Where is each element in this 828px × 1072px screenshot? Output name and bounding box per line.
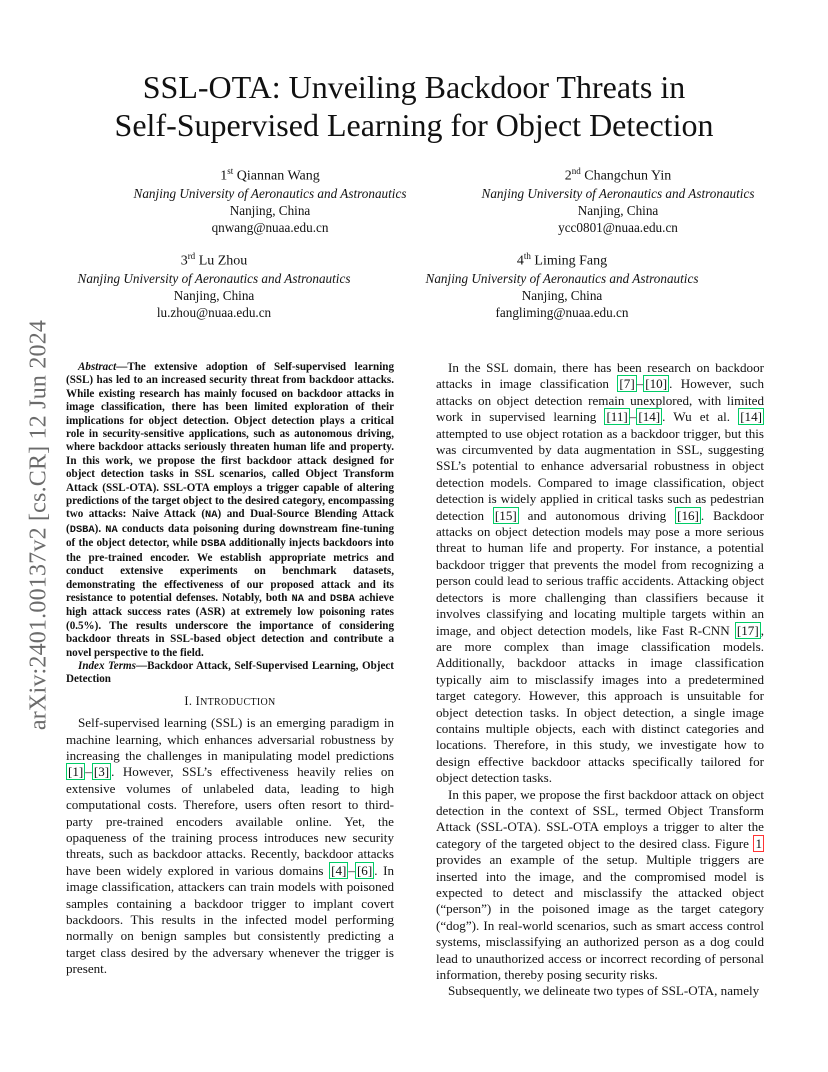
body-paragraph: In this paper, we propose the first backdoor attack on object detection in the context of SSL, termed Object Transform Attack (SSL-OTA). SSL-OTA employs a trigger to alter the category of the targeted object to the desired class. Figure 1 provides an example of the setup. Multiple triggers are inserted into the image, and the compromised model is expected to detect and misclassify the attacked object (“person”) in the poisoned image as the target category (“dog”). In real-world scenarios, such as smart access control systems, misclassifying an authorized person as a dog could lead to unauthorized access or incorrect recording of personal information, thereby posing security risks.: [436, 786, 764, 983]
author-location: Nanjing, China: [173, 287, 255, 303]
citation-link[interactable]: [10]: [645, 376, 668, 392]
citation-link[interactable]: [16]: [677, 507, 699, 523]
citation-link[interactable]: [14]: [740, 409, 763, 425]
author-affiliation: Nanjing University of Aeronautics and Astronautics: [481, 185, 755, 201]
author-block-1: 1st Qiannan Wang Nanjing University of Aeronautics and Astronautics Nanjing, China qnwang@nuaa.edu.cn: [100, 163, 440, 236]
author-location: Nanjing, China: [229, 202, 311, 218]
paper-title: [80, 68, 748, 144]
author-affiliation: Nanjing University of Aeronautics and Astronautics: [425, 270, 699, 286]
arxiv-identifier: arXiv:2401.00137v2 [cs.CR] 12 Jun 2024: [25, 319, 52, 731]
author-block-3: 3rd Lu Zhou Nanjing University of Aeronautics and Astronautics Nanjing, China lu.zhou@nuaa.edu.cn: [44, 248, 384, 321]
author-affiliation: Nanjing University of Aeronautics and Astronautics: [77, 270, 351, 286]
author-name: Liming Fang: [534, 253, 608, 269]
author-email[interactable]: lu.zhou@nuaa.edu.cn: [156, 304, 272, 320]
author-name: Lu Zhou: [198, 253, 248, 269]
citation-link[interactable]: [4]: [331, 862, 347, 878]
author-email[interactable]: qnwang@nuaa.edu.cn: [211, 219, 329, 235]
citation-link[interactable]: [7]: [619, 376, 635, 392]
citation-link[interactable]: [14]: [638, 409, 661, 425]
abstract: Abstract—The extensive adoption of Self-supervised learning (SSL) has led to an increased security threat from backdoor attacks. While existing research has mainly focused on backdoor attacks in image classification, there has been limited exploration of their implications for object detection. Object detection plays a critical role in security-sensitive applications, such as autonomous driving, where backdoor attacks seriously threaten human life and property. In this work, we propose the first backdoor attack designed for object detection tasks in SSL scenarios, called Object Transform Attack (SSL-OTA). SSL-OTA employs a trigger capable of altering predictions of the target object to the desired category, encompassing two attacks: Naive Attack (NA) and Dual-Source Blending Attack (DSBA). NA conducts data poisoning during downstream fine-tuning of the object detector, while DSBA additionally injects backdoors into the pre-trained encoder. We establish appropriate metrics and conduct extensive experiments on benchmark datasets, demonstrating the effectiveness of our proposed attack and its resistance to potential defenses. Notably, both NA and DSBA achieve high attack success rates (ASR) at extremely low poisoning rates (0.5%). The results underscore the importance of considering backdoor threats in SSL-based object detection and contribute a novel perspective to the field.: [66, 361, 394, 659]
citation-link[interactable]: [6]: [356, 862, 373, 878]
citation-link[interactable]: [15]: [494, 507, 517, 523]
citation-link[interactable]: [11]: [606, 409, 628, 425]
left-column: [66, 361, 394, 978]
index-terms: Index Terms—Backdoor Attack, Self-Supervised Learning, Object Detection: [66, 659, 394, 686]
author-name: Changchun Yin: [584, 168, 672, 184]
author-location: Nanjing, China: [577, 202, 659, 218]
author-block-2: 2nd Changchun Yin Nanjing University of Aeronautics and Astronautics Nanjing, China ycc0801@nuaa.edu.cn: [448, 163, 788, 236]
title-line-2: Self-Supervised Learning for Object Detection: [114, 107, 714, 143]
right-column: [436, 360, 764, 1000]
citation-link[interactable]: [3]: [93, 764, 110, 780]
author-affiliation: Nanjing University of Aeronautics and Astronautics: [133, 185, 407, 201]
intro-paragraph: Self-supervised learning (SSL) is an emerging paradigm in machine learning, which enhances adversarial robustness by increasing the challenges in manipulating model predictions [1] – [3] . However, SSL’s effectiveness heavily relies on extensive volumes of unlabeled data, leading to high computational costs. Therefore, users often resort to third-party pre-trained encoders available online. Yet, the opaqueness of the training process introduces new security threats, such as backdoor attacks. Recently, backdoor attacks have been widely explored in various domains [4] – [6] . In image classification, attackers can train models with poisoned samples containing a backdoor trigger to implant covert backdoors. This results in the infected model performing normally on benign samples but consistently predicting a target class desired by the adversary whenever the trigger is present.: [66, 715, 394, 977]
citation-link[interactable]: [17]: [736, 622, 759, 638]
author-name: Qiannan Wang: [236, 168, 320, 184]
figure-reference-link[interactable]: 1: [755, 835, 762, 851]
title-line-1: SSL-OTA: Unveiling Backdoor Threats in: [142, 69, 686, 105]
body-paragraph: Subsequently, we delineate two types of SSL-OTA, namely: [448, 983, 760, 999]
citation-link[interactable]: [1]: [68, 764, 84, 780]
arxiv-sidebar-stamp: [22, 290, 56, 760]
section-heading-introduction: I. INTRODUCTION: [184, 693, 276, 708]
author-location: Nanjing, China: [521, 287, 603, 303]
author-block-4: 4th Liming Fang Nanjing University of Aeronautics and Astronautics Nanjing, China fangliming@nuaa.edu.cn: [392, 248, 732, 321]
author-email[interactable]: ycc0801@nuaa.edu.cn: [558, 219, 678, 235]
body-paragraph: In the SSL domain, there has been research on backdoor attacks in image classification [7] – [10] . However, such attacks on object detection remain unexplored, with limited work in supervised learning [11] – [14] . Wu et al. [14] attempted to use object rotation as a backdoor trigger, but this was circumvented by data augmentation in SSL, suggesting SSL’s potential to enhance adversarial robustness in object detection models. Compared to image classification, object detection is widely applied in critical tasks such as pedestrian detection [15] and autonomous driving [16] . Backdoor attacks on object detection models may pose a more serious threat to human life and property. For instance, a potential backdoor trigger that prevents the model from recognizing a person could lead to serious traffic accidents. Attacking object detectors is more challenging than classifiers because it involves classifying and locating multiple targets within an image, and object detection models, like Fast R-CNN [17] , are more complex than image classification models. Additionally, backdoor attacks in image classification typically aim to misclassify images into a predetermined target category. However, this approach is unsuitable for object detection tasks. In object detection, a single image contains multiple objects, each with distinct categories and locations. Therefore, in this study, we investigate how to design effective backdoor attacks specifically tailored for object detection tasks.: [436, 360, 765, 786]
author-email[interactable]: fangliming@nuaa.edu.cn: [495, 304, 629, 320]
